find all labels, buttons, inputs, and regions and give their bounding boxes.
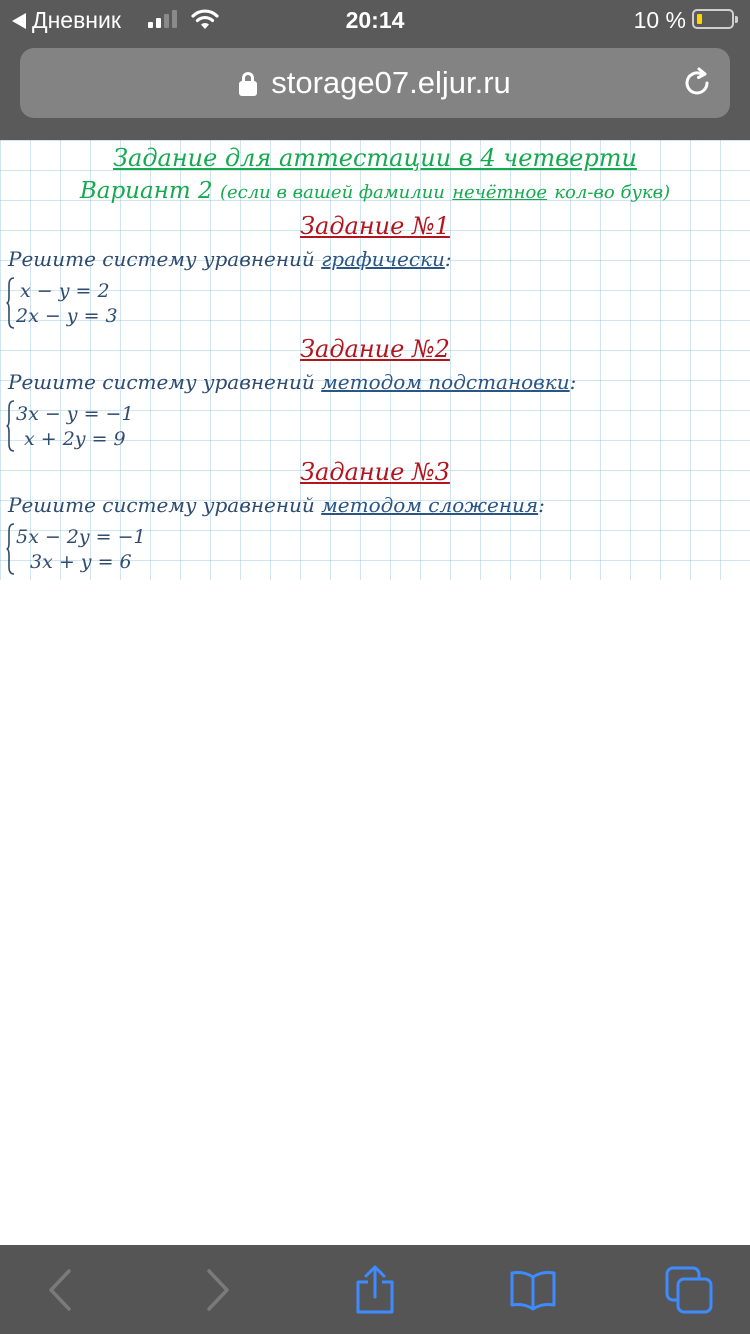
task-3-text: Решите систему уравнений методом сложения: [8,493,545,517]
task-1-equation-2: 2x − y = 3 [16,305,118,327]
variant-note-highlight: нечётное [452,182,547,203]
task-1-instruction: Решите систему уравнений [8,247,315,271]
task-3-method: методом сложения [321,493,539,517]
back-app-label: Дневник [32,7,121,33]
browser-top-chrome [0,0,750,140]
variant-line [0,178,750,204]
brace-icon [6,400,15,452]
task-3-instruction: Решите систему уравнений [8,493,315,517]
battery-icon [692,9,734,29]
share-icon[interactable] [350,1265,400,1315]
task-3-heading: Задание №3 [300,458,450,486]
url-text: storage07.eljur.ru [271,65,511,100]
task-2-instruction: Решите систему уравнений [8,370,315,394]
task-1-heading: Задание №1 [300,212,450,240]
bookmarks-icon[interactable] [508,1265,558,1315]
variant-note-before: (если в вашей фамилии [219,182,445,203]
document-title: Задание для аттестации в 4 четверти [113,144,637,172]
variant-label: Вариант 2 [79,178,213,204]
task-2-heading: Задание №2 [300,335,450,363]
lock-icon [239,72,257,96]
task-2-method: методом подстановки [321,370,570,394]
status-bar [0,0,750,40]
battery-percent: 10 % [633,7,686,33]
reload-icon[interactable] [680,66,714,100]
task-3-equation-2: 3x + y = 6 [30,551,132,573]
task-3-equation-1: 5x − 2y = −1 [16,526,146,548]
task-2-text: Решите систему уравнений методом подстановки: [8,370,577,394]
brace-icon [6,277,15,329]
assignment-document [0,140,750,580]
task-1-method: графически [321,247,445,271]
task-1-equation-1: x − y = 2 [20,280,110,302]
forward-chevron-icon[interactable] [192,1265,242,1315]
task-2-equation-1: 3x − y = −1 [16,403,134,425]
tabs-icon[interactable] [664,1265,714,1315]
task-1-text: Решите систему уравнений графически: [8,247,452,271]
browser-bottom-toolbar [0,1245,750,1334]
variant-note-after: кол-во букв) [554,182,671,203]
task-2-equation-2: x + 2y = 9 [24,428,126,450]
status-time: 20:14 [345,7,405,33]
brace-icon [6,523,15,575]
address-bar[interactable] [20,48,730,118]
back-chevron-icon[interactable] [36,1265,86,1315]
